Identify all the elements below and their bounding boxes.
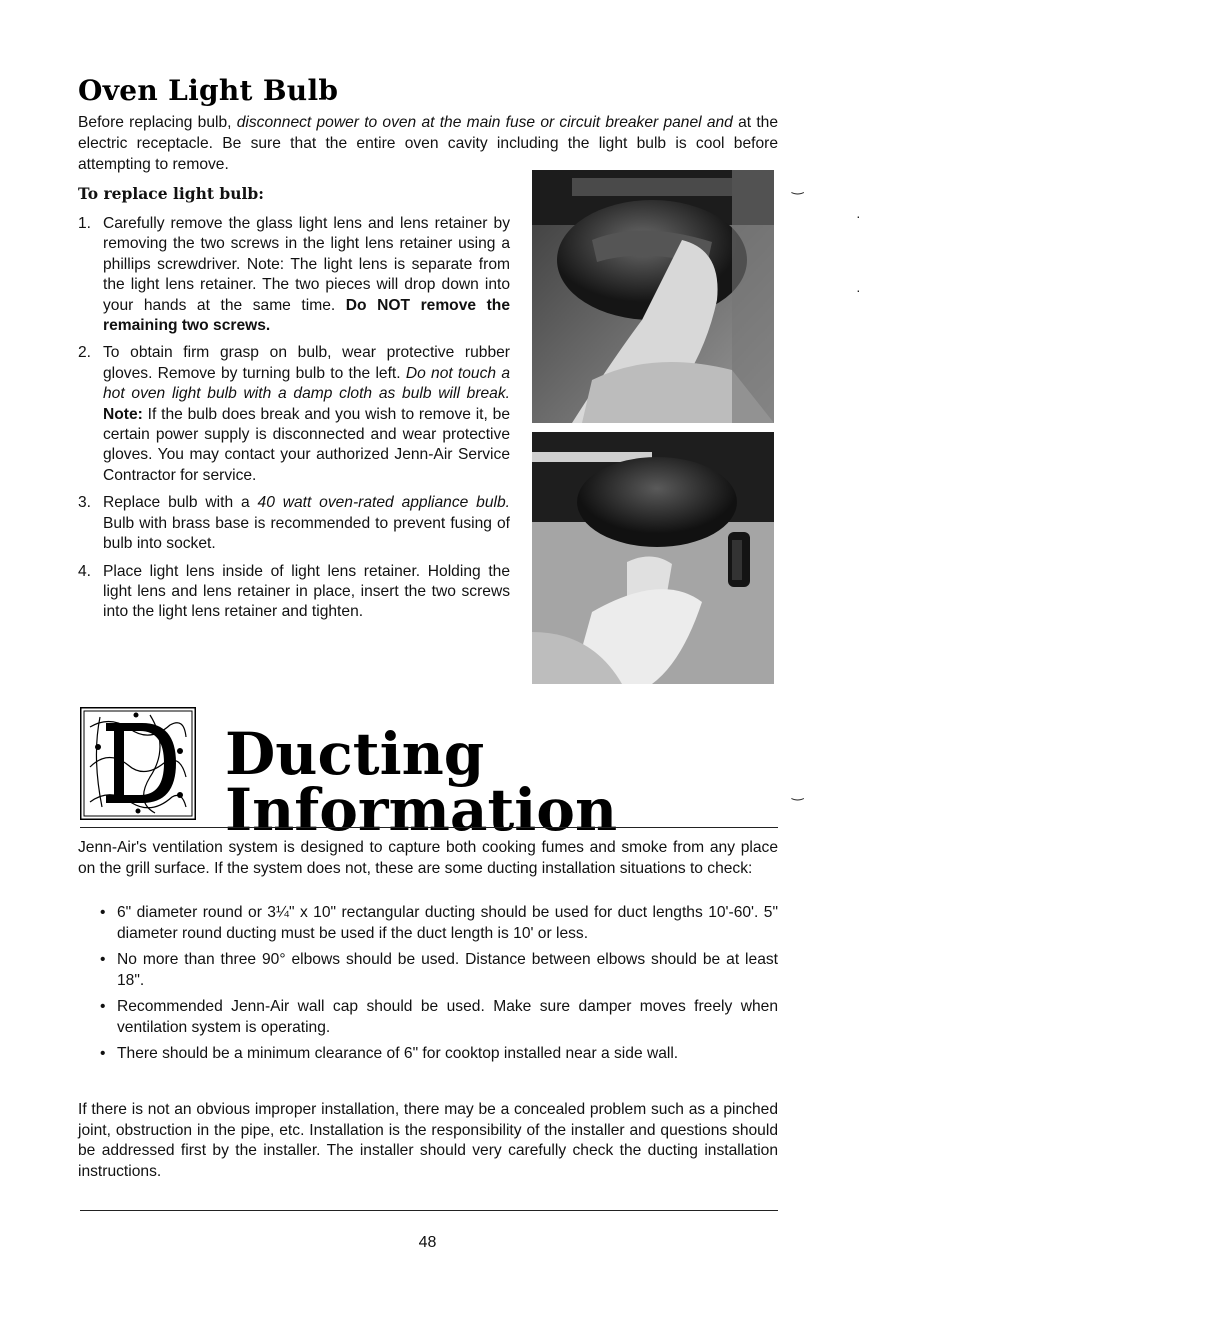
section-title-oven-light-bulb: Oven Light Bulb (78, 74, 339, 107)
step-bold: Note: (103, 405, 143, 423)
step-number: 1. (78, 215, 92, 232)
bullet-icon: • (100, 904, 106, 921)
step-text: Place light lens inside of light lens retainer. Holding the light lens and lens retainer in place, insert the two screws into the light lens retainer and tighten. (103, 562, 510, 621)
footer-rule (80, 1210, 778, 1211)
intro-text-2: at the electric receptacle. Be sure that the entire oven cavity including the light bulb is cool before attempting to remove. (78, 114, 778, 173)
step-number: 3. (78, 494, 92, 512)
scan-mark: · (856, 282, 861, 298)
bullet-text: 6" diameter round or 3¼" x 10" rectangular ducting should be used for duct lengths 10'-60'. 5" diameter round ducting must be used if the duct length is 10' or less. (117, 904, 778, 942)
step-1 (78, 214, 510, 336)
photo-removing-lens-image (532, 170, 774, 423)
step-italic: 40 watt oven-rated appliance bulb. (257, 494, 510, 512)
ducting-closing-paragraph: If there is not an obvious improper installation, there may be a concealed problem such as a pinched joint, obstruction in the pipe, etc. Installation is the responsibility of the installer and questions should be addressed first by the installer. The installer should very carefully check the ducting installation instructions. (78, 1101, 778, 1180)
page-number: 48 (418, 1234, 437, 1251)
bullet-item (100, 950, 778, 991)
step-text: Carefully remove the glass light lens and lens retainer by removing the two screws in the light lens retainer using a phillips screwdriver. Note: The light lens is separate from the light lens retainer. The two pieces will drop down into your hands at the same time. (103, 215, 510, 314)
photo-replacing-bulb (532, 432, 774, 684)
step-number: 2. (78, 344, 92, 362)
photo-replacing-bulb-image (532, 432, 774, 684)
step-bold: Do NOT remove the remaining two screws. (103, 296, 510, 335)
decorative-drop-cap (80, 707, 196, 820)
title-line-2: Information (225, 776, 618, 844)
step-text: Replace bulb with a (103, 494, 258, 512)
steps-list (78, 214, 510, 630)
title-line-1: Ducting (225, 720, 485, 788)
step-number: 4. (78, 562, 92, 580)
divider-rule (80, 827, 778, 828)
step-text-2: If the bulb does break and you wish to remove it, be certain power supply is disconnected and wear protective gloves. You may contact your authorized Jenn-Air Service Contractor for service. (103, 405, 510, 484)
bullet-icon: • (100, 951, 106, 968)
step-italic: Do not touch a hot oven light bulb with a damp cloth as bulb will break. (103, 364, 510, 403)
section-title-ducting-information (225, 720, 618, 844)
ducting-intro: Jenn-Air's ventilation system is designed to capture both cooking fumes and smoke from any place on the grill surface. If the system does not, these are some ducting installation situations to check: (78, 839, 778, 877)
bullet-item (100, 1044, 778, 1065)
intro-text-italic: disconnect power to oven at the main fuse or circuit breaker panel and (236, 114, 733, 131)
subheading-replace-bulb: To replace light bulb: (78, 184, 264, 203)
bullet-text: No more than three 90° elbows should be used. Distance between elbows should be at least 18". (117, 951, 778, 989)
bullet-item (100, 997, 778, 1038)
step-text: To obtain firm grasp on bulb, wear protective rubber gloves. Remove by turning bulb to the left. (103, 344, 510, 382)
ducting-bullet-list (100, 903, 778, 1071)
scan-mark: ‿ (792, 178, 804, 194)
scan-mark: ‿ (792, 784, 804, 800)
step-4 (78, 562, 510, 623)
scan-mark: · (856, 208, 861, 224)
oven-light-intro (78, 112, 778, 175)
intro-text-1: Before replacing bulb, (78, 114, 237, 131)
bullet-text: Recommended Jenn-Air wall cap should be used. Make sure damper moves freely when ventilation system is operating. (117, 998, 778, 1036)
photo-removing-lens (532, 170, 774, 423)
step-3 (78, 493, 510, 554)
bullet-icon: • (100, 1045, 106, 1062)
bullet-icon: • (100, 998, 106, 1015)
bullet-text: There should be a minimum clearance of 6" for cooktop installed near a side wall. (117, 1045, 679, 1062)
bullet-item (100, 903, 778, 944)
ornate-d-initial-icon (80, 707, 196, 820)
step-2 (78, 343, 510, 486)
step-text-2: Bulb with brass base is recommended to prevent fusing of bulb into socket. (103, 514, 510, 553)
